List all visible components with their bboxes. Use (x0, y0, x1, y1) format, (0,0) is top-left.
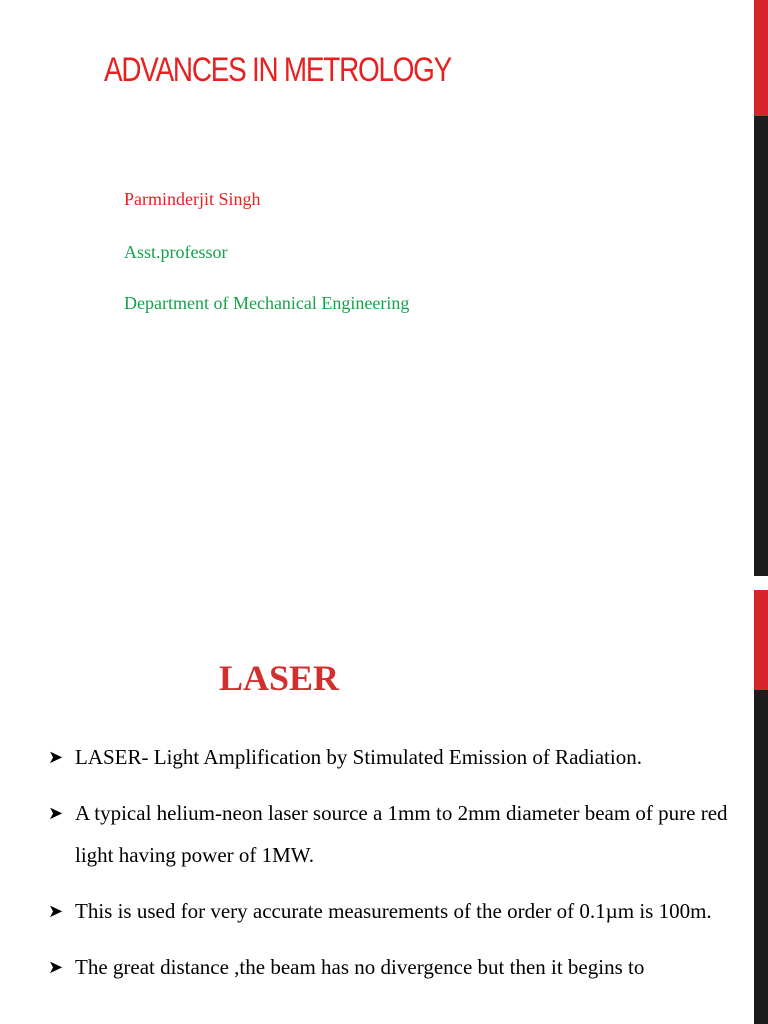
arrow-bullet-icon: ➤ (48, 957, 64, 977)
arrow-bullet-icon: ➤ (48, 803, 64, 823)
bullet-text: The great distance ,the beam has no divergence but then it begins to (75, 955, 645, 979)
slide-2 (0, 576, 768, 1024)
edge-bar-red (754, 590, 768, 690)
slide-title: LASER (219, 658, 340, 698)
edge-bar-red (754, 0, 768, 116)
edge-bar-black (754, 690, 768, 1024)
arrow-bullet-icon: ➤ (48, 747, 64, 767)
author-department: Department of Mechanical Engineering (124, 293, 410, 313)
list-item (48, 792, 738, 876)
arrow-bullet-icon: ➤ (48, 901, 64, 921)
bullet-list (48, 736, 738, 1002)
author-name: Parminderjit Singh (124, 189, 261, 209)
bullet-text: LASER- Light Amplification by Stimulated Emission of Radiation. (75, 745, 642, 769)
list-item (48, 946, 738, 988)
bullet-text: A typical helium-neon laser source a 1mm to 2mm diameter beam of pure red light having power of 1MW. (75, 801, 728, 867)
author-position: Asst.professor (124, 242, 228, 262)
edge-bar-black (754, 116, 768, 576)
bullet-text: This is used for very accurate measurements of the order of 0.1µm is 100m. (75, 899, 712, 923)
list-item (48, 890, 738, 932)
slide-title: ADVANCES IN METROLOGY (104, 51, 452, 89)
list-item (48, 736, 738, 778)
